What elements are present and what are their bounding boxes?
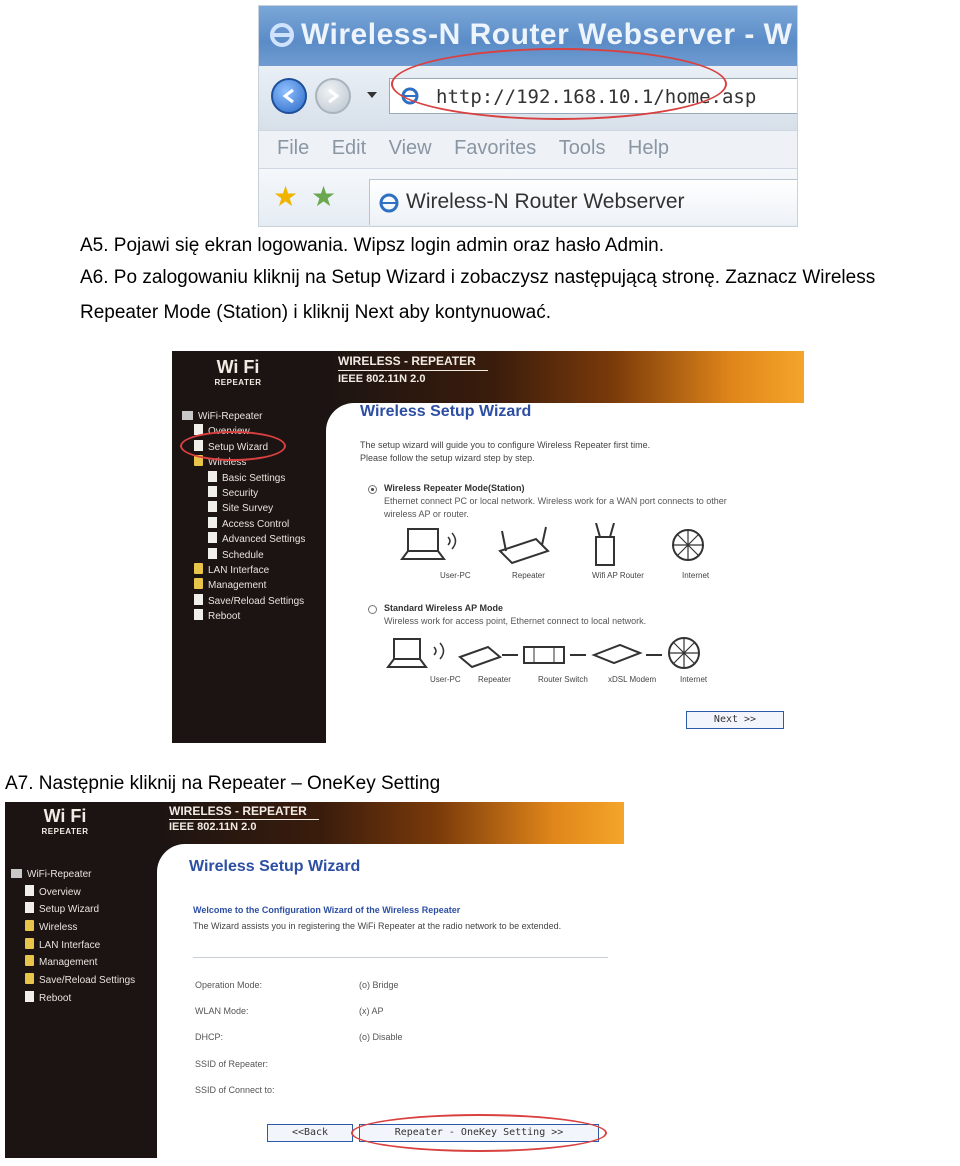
wizard-title: Wireless Setup Wizard (360, 403, 532, 420)
dhcp-label: DHCP: (195, 1032, 224, 1042)
laptop-icon (388, 639, 444, 667)
nav-access-control[interactable] (182, 517, 305, 532)
content-corner (157, 844, 187, 874)
separator (193, 957, 608, 958)
nav-label: Setup Wizard (208, 441, 269, 453)
nav-save-reload[interactable] (11, 972, 135, 990)
root-icon (182, 411, 193, 420)
mode2-label-router-switch: Router Switch (538, 675, 588, 684)
menu-help[interactable]: Help (627, 137, 670, 159)
mode2-label-xdsl-modem: xDSL Modem (608, 675, 657, 684)
wifi-logo (35, 806, 95, 836)
wifi-logo (208, 357, 268, 387)
nav-label: Basic Settings (222, 472, 286, 484)
wizard-intro (360, 439, 650, 465)
page-icon (25, 885, 34, 896)
router-header (157, 802, 624, 844)
nav-label: LAN Interface (208, 564, 270, 576)
nav-label: WiFi-Repeater (27, 869, 92, 880)
nav-root[interactable] (11, 866, 135, 884)
nav-label: Security (222, 487, 259, 499)
header-subtitle: IEEE 802.11N 2.0 (169, 821, 257, 833)
mode1-label-wifi-ap-router: Wifi AP Router (592, 571, 644, 580)
mode2-label-user-pc: User-PC (430, 675, 461, 684)
ap-mode-diagram (384, 635, 724, 675)
setup-wizard-highlight-ellipse (180, 431, 286, 461)
nav-label: Reboot (208, 611, 241, 623)
nav-wireless[interactable] (11, 919, 135, 937)
nav-schedule[interactable] (182, 548, 305, 563)
folder-icon (25, 920, 34, 931)
header-title: WIRELESS - REPEATER (169, 804, 307, 818)
browser-window-title: Wireless-N Router Webserver - W (301, 18, 793, 51)
folder-icon (25, 973, 34, 984)
nav-label: Save/Reload Settings (39, 975, 136, 987)
operation-mode-label: Operation Mode: (195, 980, 263, 990)
mode2-label-repeater: Repeater (478, 675, 511, 684)
page-icon (25, 991, 34, 1002)
nav-label: Overview (208, 426, 250, 438)
tab-page-icon (378, 192, 400, 214)
nav-root[interactable] (182, 409, 305, 424)
back-button[interactable]: <<Back (267, 1124, 353, 1142)
ap-mode-radio[interactable] (368, 605, 377, 614)
menu-favorites[interactable]: Favorites (454, 137, 537, 159)
page-icon (208, 548, 217, 559)
assist-text: The Wizard assists you in registering the WiFi Repeater at the radio network to be extended. (193, 921, 562, 931)
nav-overview[interactable] (11, 884, 135, 902)
intro-line-1: The setup wizard will guide you to configure Wireless Repeater first time. (360, 440, 651, 450)
nav-label: Wireless (208, 457, 247, 469)
nav-reboot[interactable] (11, 990, 135, 1008)
nav-lan-interface[interactable] (11, 937, 135, 955)
folder-icon (194, 563, 203, 574)
ap-mode-description: Wireless work for access point, Ethernet connect to local network. (384, 616, 647, 626)
page-icon (208, 486, 217, 497)
page-icon (194, 594, 203, 605)
ap-mode-title: Standard Wireless AP Mode (384, 603, 503, 613)
nav-label: LAN Interface (39, 939, 101, 951)
menu-edit[interactable]: Edit (331, 137, 367, 159)
wifi-logo-subtitle: REPEATER (41, 827, 89, 836)
repeater-mode-radio[interactable] (368, 485, 377, 494)
wifi-logo-text: Wi Fi (216, 357, 260, 377)
onekey-setting-button[interactable]: Repeater - OneKey Setting >> (359, 1124, 599, 1142)
mode1-desc-line2: wireless AP or router. (384, 509, 469, 519)
nav-label: Save/Reload Settings (208, 595, 305, 607)
nav-site-survey[interactable] (182, 501, 305, 516)
nav-label: Site Survey (222, 503, 274, 515)
wifi-logo-subtitle: REPEATER (214, 378, 262, 387)
ssid-connect-label: SSID of Connect to: (195, 1085, 275, 1095)
nav-label: Setup Wizard (39, 904, 100, 916)
address-url: http://192.168.10.1/home.asp (436, 86, 757, 108)
content-corner (326, 403, 356, 433)
instruction-a6-line1: A6. Po zalogowaniu kliknij na Setup Wizard i zobaczysz następującą stronę. Zaznacz Wireless (80, 267, 876, 288)
page-icon (208, 501, 217, 512)
page-icon (25, 902, 34, 913)
add-favorite-icon[interactable]: ★ (311, 181, 337, 212)
header-subtitle: IEEE 802.11N 2.0 (338, 373, 426, 385)
wlan-mode-value[interactable]: (x) AP (359, 1006, 384, 1016)
internet-globe-icon (669, 638, 699, 668)
menu-tools[interactable]: Tools (558, 137, 606, 159)
router-onekey-screenshot (5, 802, 624, 1158)
instruction-a6-line2: Repeater Mode (Station) i kliknij Next aby kontynuować. (80, 302, 552, 323)
menu-view[interactable]: View (388, 137, 432, 159)
nav-reboot[interactable] (182, 609, 305, 624)
ie-logo-icon (269, 22, 295, 48)
page-icon (208, 532, 217, 543)
repeater-icon (460, 647, 518, 667)
router-header (326, 351, 804, 403)
page-icon (194, 609, 203, 620)
nav-label: Management (208, 580, 267, 592)
repeater-mode-title: Wireless Repeater Mode(Station) (384, 483, 525, 493)
nav-lan-interface[interactable] (182, 563, 305, 578)
nav-management[interactable] (182, 578, 305, 593)
dhcp-value[interactable]: (o) Disable (359, 1032, 403, 1042)
repeater-mode-diagram (396, 523, 726, 571)
nav-label: Advanced Settings (222, 534, 306, 546)
nav-save-reload[interactable] (182, 594, 305, 609)
nav-tree (11, 866, 135, 1008)
wlan-mode-label: WLAN Mode: (195, 1006, 249, 1016)
nav-management[interactable] (11, 954, 135, 972)
nav-label: Access Control (222, 518, 290, 530)
mode1-label-user-pc: User-PC (440, 571, 471, 580)
history-dropdown-icon[interactable] (367, 92, 377, 98)
nav-advanced-settings[interactable] (182, 532, 305, 547)
folder-icon (194, 578, 203, 589)
wifi-router-icon (596, 523, 614, 565)
instruction-a7: A7. Następnie kliknij na Repeater – OneKey Setting (5, 773, 441, 794)
forward-arrow-icon[interactable] (315, 78, 351, 114)
repeater-mode-description (384, 495, 727, 521)
url-highlight-ellipse (391, 48, 727, 120)
nav-setup-wizard[interactable] (11, 901, 135, 919)
nav-label: Reboot (39, 992, 72, 1004)
menu-file[interactable]: File (277, 137, 310, 159)
repeater-icon (500, 527, 548, 563)
header-rule (338, 370, 488, 371)
ssid-repeater-label: SSID of Repeater: (195, 1059, 269, 1069)
onekey-highlight-ellipse (351, 1114, 607, 1152)
router-setup-wizard-screenshot (172, 351, 804, 743)
folder-icon (25, 955, 34, 966)
welcome-text: Welcome to the Configuration Wizard of the Wireless Repeater (193, 905, 461, 915)
wizard-title: Wireless Setup Wizard (189, 858, 361, 875)
page-icon (208, 517, 217, 528)
nav-label: WiFi-Repeater (198, 411, 263, 422)
nav-label: Schedule (222, 549, 264, 561)
mode1-desc-line1: Ethernet connect PC or local network. Wireless work for a WAN port connects to other (384, 496, 727, 506)
root-icon (11, 869, 22, 878)
folder-icon (25, 938, 34, 949)
intro-line-2: Please follow the setup wizard step by step. (360, 453, 535, 463)
tab-title: Wireless-N Router Webserver (406, 190, 685, 213)
switch-icon (524, 647, 586, 663)
header-title: WIRELESS - REPEATER (338, 354, 476, 368)
browser-menubar (259, 130, 797, 169)
mode1-label-internet: Internet (682, 571, 710, 580)
back-arrow-icon[interactable] (271, 78, 307, 114)
mode2-label-internet: Internet (680, 675, 708, 684)
nav-basic-settings[interactable] (182, 471, 305, 486)
browser-tab[interactable] (369, 179, 798, 225)
browser-screenshot (258, 5, 798, 227)
nav-label: Management (39, 957, 98, 969)
nav-label: Overview (39, 886, 81, 898)
page-icon (208, 471, 217, 482)
favorites-star-icon[interactable]: ★ (273, 181, 299, 212)
nav-security[interactable] (182, 486, 305, 501)
instruction-a5: A5. Pojawi się ekran logowania. Wipsz login admin oraz hasło Admin. (80, 235, 665, 256)
wifi-logo-text: Wi Fi (43, 806, 87, 826)
next-button[interactable]: Next >> (686, 711, 784, 729)
internet-globe-icon (673, 530, 703, 560)
mode1-label-repeater: Repeater (512, 571, 545, 580)
favorites-bar (259, 168, 797, 227)
operation-mode-value[interactable]: (o) Bridge (359, 980, 399, 990)
modem-icon (594, 645, 662, 663)
nav-label: Wireless (39, 922, 78, 934)
laptop-icon (402, 529, 456, 559)
header-rule (169, 819, 319, 820)
